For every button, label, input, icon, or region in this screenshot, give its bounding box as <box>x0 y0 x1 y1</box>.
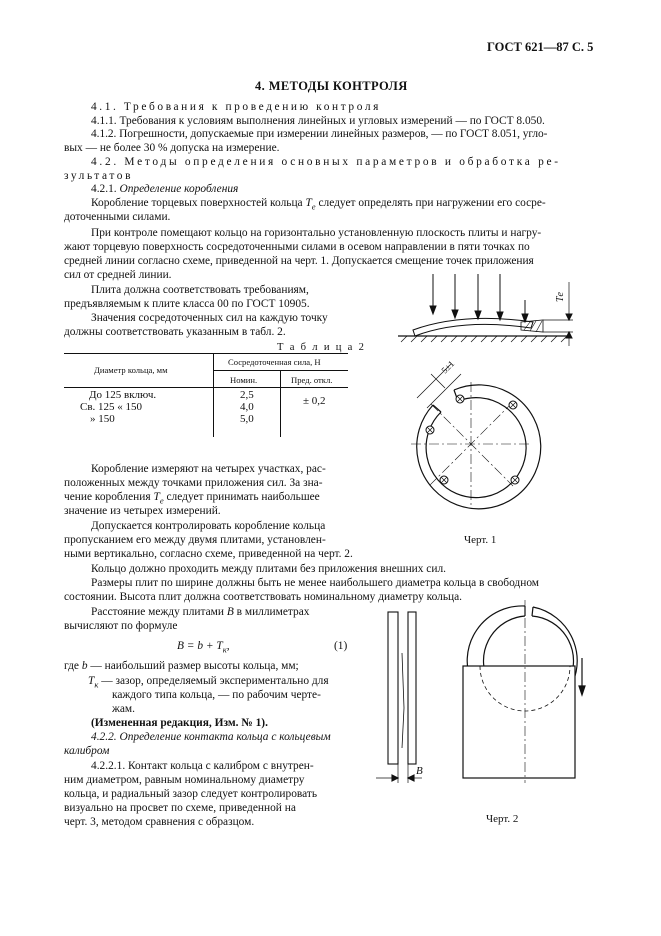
forces-line2: должны соответствовать указанным в табл. 2. <box>64 326 286 338</box>
col-diameter-header: Диаметр кольца, мм <box>94 365 168 375</box>
arrow-head <box>430 306 436 314</box>
clause-4-2-2-line1: 4.2.2. Определение контакта кольца с кольцевым <box>91 731 331 743</box>
allowed-line2: пропусканием его между двумя плитами, установлен- <box>64 534 326 546</box>
text: где <box>64 660 79 672</box>
warp-paragraph-2-line3: средней линии согласно схеме, приведенной на черт. 1. Допускается смещение точек приложения <box>64 255 534 267</box>
arrow-head <box>475 311 481 319</box>
text: Расстояние между плитами <box>91 606 224 618</box>
var-te: T <box>305 197 312 209</box>
formula-text: B = b + T <box>177 640 223 652</box>
distance-line2: вычисляют по формуле <box>64 620 178 632</box>
row-1-diameter: До 125 включ. <box>89 389 157 401</box>
var-te-sub: e <box>311 201 316 212</box>
formula <box>177 640 230 657</box>
col-nominal-header: Номин. <box>230 375 258 385</box>
tk-line3: жам. <box>112 703 135 715</box>
contact-line2: ним диаметром, равным номинальному диаметру <box>64 774 305 786</box>
te-label: Tе <box>555 292 566 302</box>
text: следует принимать наибольшее <box>166 491 320 503</box>
clause-4-1-2-line2: вых — не более 30 % допуска на измерение. <box>64 142 280 154</box>
distance-line1 <box>91 606 309 620</box>
figure-2-caption: Черт. 2 <box>486 813 519 825</box>
measure-line1: Коробление измеряют на четырех участках, рас- <box>91 463 326 475</box>
row-2-nominal: 4,0 <box>240 401 254 413</box>
figure-1-ring-top-view <box>401 360 541 510</box>
clause-4-2-2-line2: калибром <box>64 745 110 757</box>
b-label: B <box>416 765 423 777</box>
clause-number: 4.2.1. <box>91 183 117 195</box>
warp-paragraph-1-line2: доточенными силами. <box>64 211 171 223</box>
ring-profile <box>402 653 404 748</box>
formula-number: (1) <box>334 640 348 652</box>
col-deviation-header: Пред. откл. <box>291 375 333 385</box>
arrow-head <box>452 310 458 318</box>
deviation-value: ± 0,2 <box>303 395 326 407</box>
table-body-vline2 <box>280 387 281 437</box>
contact-line3: кольца, и радиальный зазор следует контролировать <box>64 788 318 800</box>
ring-outer-edge <box>417 385 541 509</box>
pass-line: Кольцо должно проходить между плитами без приложения внешних сил. <box>91 563 446 575</box>
measure-line2: положенных между точками приложения сил. За зна- <box>64 477 323 489</box>
right-plate <box>408 612 416 764</box>
sizes-line1: Размеры плит по ширине должны быть не менее наибольшего диаметра кольца в свободном <box>91 577 540 589</box>
plate-line1: Плита должна соответствовать требованиям, <box>91 284 309 296</box>
var-b: B <box>226 606 234 618</box>
table-header-vline2 <box>280 370 281 387</box>
centre-line-diagonal <box>431 404 513 486</box>
page-header: ГОСТ 621—87 С. 5 <box>487 40 594 54</box>
formula-tail: , <box>226 640 230 652</box>
row-3-diameter: » 150 <box>90 413 115 425</box>
figure-1-side-view <box>393 272 633 362</box>
var-tk: T <box>88 675 95 687</box>
var-te-sub: e <box>159 495 164 506</box>
allowed-line1: Допускается контролировать коробление кольца <box>91 520 326 532</box>
contact-line5: черт. 3, методом сравнения с образцом. <box>64 816 255 828</box>
figure-2-plates-side-view <box>370 608 430 788</box>
warp-paragraph-2-line4: сил от средней линии. <box>64 269 172 281</box>
left-plate <box>388 612 398 764</box>
warp-paragraph-2-line1: При контроле помещают кольцо на горизонтально установленную плоскость плиты и нагру- <box>91 227 542 239</box>
formula-sub: к <box>222 644 227 655</box>
row-3-nominal: 5,0 <box>240 413 254 425</box>
table-top-rule <box>64 353 348 354</box>
dimension-label: 5±1 <box>439 358 457 376</box>
forces-line1: Значения сосредоточенных сил на каждую точку <box>91 312 328 324</box>
row-1-nominal: 2,5 <box>240 389 254 401</box>
col-force-header: Сосредоточенная сила, Н <box>228 357 321 367</box>
clause-4-2-line2: зультатов <box>64 170 134 182</box>
contact-line4: визуально на просвет по схеме, приведенной на <box>64 802 296 814</box>
clause-4-1-2-line1: 4.1.2. Погрешности, допускаемые при измерении линейных размеров, — по ГОСТ 8.051, угло- <box>91 128 548 140</box>
text: следует определять при нагружении его сосре- <box>318 197 546 209</box>
plate-hatch <box>401 336 567 342</box>
figure-2-front-view <box>455 598 595 798</box>
text: в миллиметрах <box>236 606 310 618</box>
table-2 <box>64 353 348 439</box>
plate-front <box>463 666 575 778</box>
text: чение коробления <box>64 491 151 503</box>
clause-4-1: 4.1. Требования к проведению контроля <box>91 101 381 113</box>
contact-line1: 4.2.2.1. Контакт кольца с калибром с внутрен- <box>91 760 314 772</box>
table-body-vline1 <box>213 387 214 437</box>
plate-line2: предъявляемым к плите класса 00 по ГОСТ 10905. <box>64 298 310 310</box>
warp-paragraph-2-line2: жают торцевую поверхность сосредоточенными силами в осевом направлении в пяти точках по <box>64 241 530 253</box>
amended-note: (Измененная редакция, Изм. № 1). <box>91 717 268 729</box>
clause-4-2-line1: 4.2. Методы определения основных параметров и обработка ре- <box>91 156 561 168</box>
measure-line4: значение из четырех измерений. <box>64 505 221 517</box>
text: — наибольший размер высоты кольца, мм; <box>90 660 299 672</box>
allowed-line3: ными вертикально, согласно схеме, приведенной на черт. 2. <box>64 548 353 560</box>
figure-1-caption: Черт. 1 <box>464 534 497 546</box>
clause-title: Определение коробления <box>119 183 239 195</box>
tk-line2: каждого типа кольца, — по рабочим черте- <box>112 689 321 701</box>
var-b-small: b <box>81 660 88 672</box>
table-caption: Т а б л и ц а 2 <box>277 342 366 353</box>
clause-4-1-1: 4.1.1. Требования к условиям выполнения линейных и угловых измерений — по ГОСТ 8.050. <box>91 115 545 127</box>
sizes-line2: состоянии. Высота плит должна соответствовать номинальному диаметру кольца. <box>64 591 463 603</box>
ring-gap-edge <box>433 405 441 412</box>
section-title: 4. МЕТОДЫ КОНТРОЛЯ <box>255 79 408 93</box>
row-2-diameter: Св. 125 « 150 <box>80 401 143 413</box>
warped-ring <box>413 318 533 336</box>
text: — зазор, определяемый экспериментально для <box>101 675 329 687</box>
dimension-line <box>431 374 445 388</box>
var-te: T <box>153 491 160 503</box>
var-tk-sub: к <box>94 679 99 690</box>
clause-4-2-1 <box>91 183 238 197</box>
text: Коробление торцевых поверхностей кольца <box>91 197 303 209</box>
dimension-leader <box>427 374 461 408</box>
where-line <box>64 660 299 674</box>
